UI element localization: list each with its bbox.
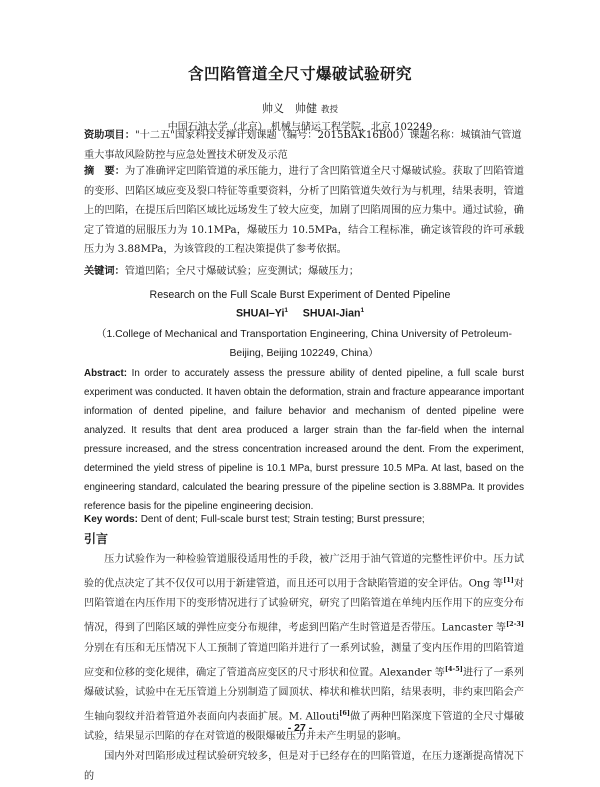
abstract-en-label: Abstract: — [84, 368, 128, 379]
citation: [4-5] — [444, 664, 463, 673]
intro-text-e: 做了两种凹陷深度下管道的全尺寸爆破试验，结果显示凹陷的存在对管道的极限爆破压力并未产生明显的影响。 — [84, 711, 524, 743]
english-affiliation: （1.College of Mechanical and Transportation Engineering, China University of Petroleum-Beijing, Beijing 102249, China） — [96, 329, 512, 359]
author-2-sup: 1 — [360, 307, 365, 314]
keywords-zh-text: 管道凹陷；全尺寸爆破试验；应变测试；爆破压力； — [124, 266, 360, 277]
intro-text-c: 分别在有压和无压情况下人工预制了管道凹陷并进行了一系列试验，测量了变内压作用的凹陷管道应变和位移的变化规律，确定了管道高应变区的尺寸形状和位置。Alexander 等 — [84, 642, 524, 679]
english-author-2: SHUAI-Jian — [302, 307, 361, 320]
author-1-sup: 1 — [284, 307, 289, 314]
keywords-zh-label: 关键词： — [84, 266, 125, 277]
keywords-en-label: Key words: — [84, 514, 138, 525]
citation: [1] — [503, 576, 514, 584]
section-heading: 引言 — [84, 532, 109, 546]
english-abstract — [84, 364, 524, 516]
abstract-zh-text: 为了准确评定凹陷管道的承压能力，进行了含凹陷管道全尺寸爆破试验。获取了凹陷管道的变形、凹陷区域应变及裂口特征等重要资料，分析了凹陷管道失效行为与机理，结果表明，管道上的凹陷，在提压后凹陷区域比远场发生了较大应变，加剧了凹陷周围的应力集中。通过试验，确定了管道的屈服压力为 10.1MPa，爆破压力 10.5MPa，结合工程标准，确定该管段的许可承载压力为 3.88MPa，为该管段的工程决策提供了参考依据。 — [84, 166, 524, 255]
page-number: - 27 - — [287, 722, 313, 734]
intro-text-d: 进行了一系列爆破试验，试验中在无压管道上分别制造了圆顶状、棒状和椎状凹陷，结果表明，非约束凹陷会产生轴向裂纹并沿着管道外表面向内表面扩展。M. Allouti — [84, 667, 524, 723]
citation: [6] — [339, 709, 350, 718]
introduction-body — [84, 550, 524, 787]
english-author-1: SHUAI–Yi — [235, 307, 285, 320]
citation: [2-3] — [506, 620, 524, 629]
abstract-zh-label: 摘 要： — [84, 166, 125, 177]
abstract-en-text: In order to accurately assess the pressure ability of dented pipeline, a full scale burst experiment was conducted. It haven obtain the deformation, strain and fracture appearance important information of dented pipeline, and failure behavior and mechanism of dented pipeline were analyzed. It results that dent area produced a larger strain than the far-field when the internal pressure increased, and the stress concentration increased around the dent. From the experiment, determined the yield stress of pipeline is 10.1 MPa, burst pressure 10.5 MPa. At last, based on the engineering standard, calculated the bearing pressure of the pipeline section is 3.88MPa. It provides reference basis for the pipeline engineering decision. — [84, 368, 524, 512]
author-role: 教授 — [320, 105, 338, 115]
intro-paragraph-1 — [84, 550, 524, 747]
paper-title: 含凹陷管道全尺寸爆破试验研究 — [187, 64, 412, 83]
english-authors — [0, 307, 600, 320]
authors-line — [0, 100, 600, 116]
affiliation: 中国石油大学（北京） 机械与储运工程学院，北京 102249 — [167, 122, 433, 133]
english-keywords — [84, 514, 524, 525]
intro-text-a: 压力试验作为一种检验管道服役适用性的手段，被广泛用于油气管道的完整性评价中。压力试验的优点决定了其不仅仅可以用于新建管道，而且还可以用于含缺陷管道的安全评估。Ong 等 — [84, 554, 524, 590]
funding-label: 资助项目： — [84, 130, 135, 141]
keywords-en-text: Dent of dent; Full-scale burst test; Strain testing; Burst pressure; — [140, 514, 425, 525]
chinese-abstract — [84, 162, 524, 260]
chinese-keywords — [84, 262, 524, 282]
intro-text-b: 对凹陷管道在内压作用下的变形情况进行了试验研究，研究了凹陷管道在单纯内压作用下的应变分布情况，得到了凹陷区域的弹性应变分布规律，考虑到凹陷产生时管道是否带压。Lancaster 等 — [84, 578, 524, 634]
english-title: Research on the Full Scale Burst Experiment of Dented Pipeline — [149, 289, 451, 301]
intro-paragraph-2: 国内外对凹陷形成过程试验研究较多，但是对于已经存在的凹陷管道，在压力逐渐提高情况下的 — [84, 751, 524, 783]
funding-note — [84, 126, 524, 165]
author-names: 帅义 帅健 — [261, 102, 317, 115]
funding-text: "十二五"国家科技支撑计划课题（编号：2015BAK16B00）课题名称：城镇油气管道重大事故风险防控与应急处置技术研发及示范 — [84, 130, 522, 161]
